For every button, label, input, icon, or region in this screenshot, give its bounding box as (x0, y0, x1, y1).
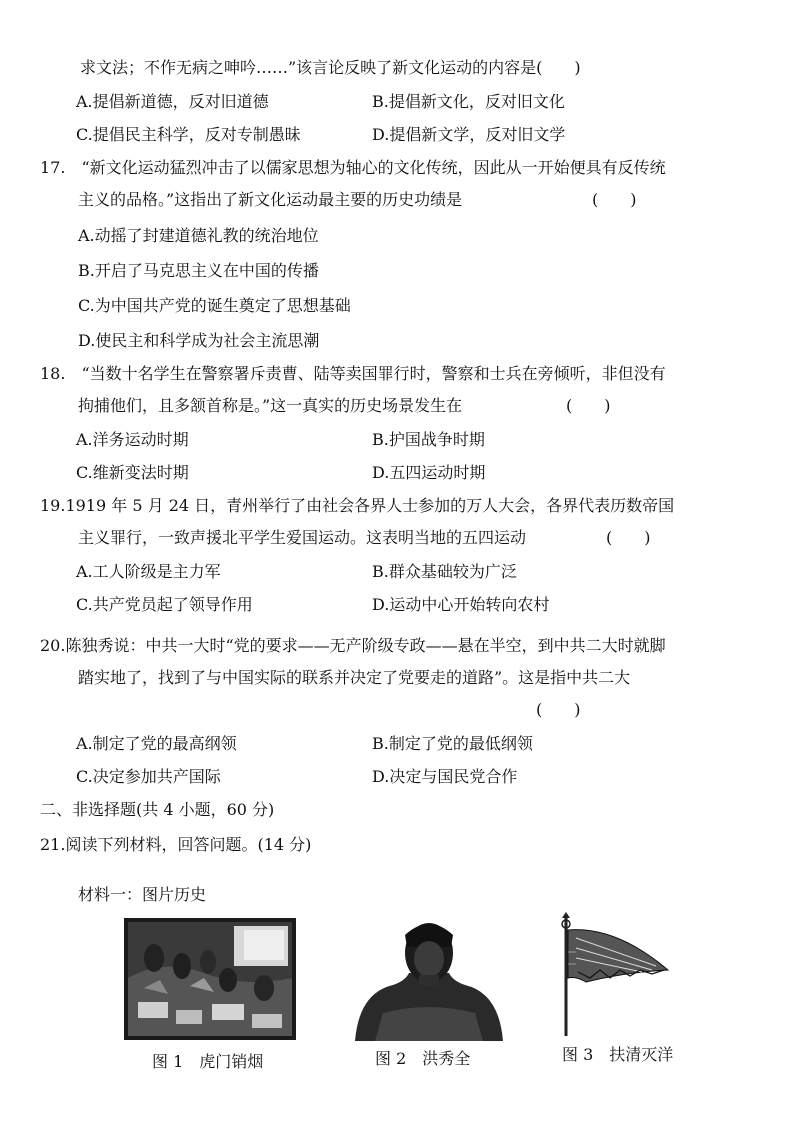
q17-stem-line2: 主义的品格。”这指出了新文化运动最主要的历史功绩是 (78, 190, 463, 209)
figure-1-painting (124, 918, 296, 1040)
q17-option-b: B.开启了马克思主义在中国的传播 (78, 261, 319, 280)
q17-option-c: C.为中国共产党的诞生奠定了思想基础 (78, 296, 351, 315)
q19-option-c: C.共产党员起了领导作用 (76, 595, 253, 614)
q18-option-a: A.洋务运动时期 (76, 430, 189, 449)
q18-option-b: B.护国战争时期 (372, 430, 485, 449)
figure-2-caption: 图 2 洪秀全 (375, 1049, 471, 1068)
q17-option-a: A.动摇了封建道德礼教的统治地位 (78, 226, 319, 245)
q21-material-label: 材料一：图片历史 (78, 885, 207, 904)
q17-stem-line1: 17. “新文化运动猛烈冲击了以儒家思想为轴心的文化传统，因此从一开始便具有反传统 (40, 158, 666, 177)
q20-option-d: D.决定与国民党合作 (372, 767, 518, 786)
q20-option-a: A.制定了党的最高纲领 (76, 734, 237, 753)
q20-option-b: B.制定了党的最低纲领 (372, 734, 533, 753)
q19-stem-line2: 主义罪行，一致声援北平学生爱国运动。这表明当地的五四运动 (78, 528, 527, 547)
q21-title: 21.阅读下列材料，回答问题。(14 分) (40, 835, 312, 854)
q17-answer-paren: ( ) (592, 190, 637, 209)
q19-stem-line1: 19.1919 年 5 月 24 日，青州举行了由社会各界人士参加的万人大会，各界代表历数帝国 (40, 496, 675, 515)
figure-2-portrait (353, 913, 505, 1041)
q16-option-b: B.提倡新文化，反对旧文化 (372, 92, 565, 111)
q16-option-a: A.提倡新道德，反对旧道德 (76, 92, 269, 111)
q19-option-b: B.群众基础较为广泛 (372, 562, 517, 581)
section-heading: 二、非选择题(共 4 小题，60 分) (40, 800, 275, 819)
figure-1-caption: 图 1 虎门销烟 (152, 1052, 264, 1071)
q16-stem-continuation: 求文法；不作无病之呻吟……”该言论反映了新文化运动的内容是( ) (80, 58, 581, 77)
q20-answer-paren: ( ) (536, 700, 581, 719)
q17-option-d: D.使民主和科学成为社会主流思潮 (78, 331, 320, 350)
figure-3-caption: 图 3 扶清灭洋 (562, 1045, 674, 1064)
q18-option-c: C.维新变法时期 (76, 463, 189, 482)
q20-stem-line1: 20.陈独秀说：中共一大时“党的要求——无产阶级专政——悬在半空，到中共二大时就脚 (40, 636, 666, 655)
q20-option-c: C.决定参加共产国际 (76, 767, 221, 786)
q18-stem-line2: 拘捕他们，且多颔首称是。”这一真实的历史场景发生在 (78, 396, 463, 415)
q18-answer-paren: ( ) (566, 396, 611, 415)
q19-option-a: A.工人阶级是主力军 (76, 562, 221, 581)
q19-answer-paren: ( ) (606, 528, 651, 547)
q20-stem-line2: 踏实地了，找到了与中国实际的联系并决定了党要走的道路”。这是指中共二大 (78, 668, 631, 687)
q18-stem-line1: 18. “当数十名学生在警察署斥责曹、陆等卖国罪行时，警察和士兵在旁倾听，非但没有 (40, 364, 666, 383)
q16-option-c: C.提倡民主科学，反对专制愚昧 (76, 125, 301, 144)
q19-option-d: D.运动中心开始转向农村 (372, 595, 550, 614)
q16-option-d: D.提倡新文学，反对旧文学 (372, 125, 566, 144)
figure-3-banner (556, 912, 672, 1038)
q18-option-d: D.五四运动时期 (372, 463, 486, 482)
